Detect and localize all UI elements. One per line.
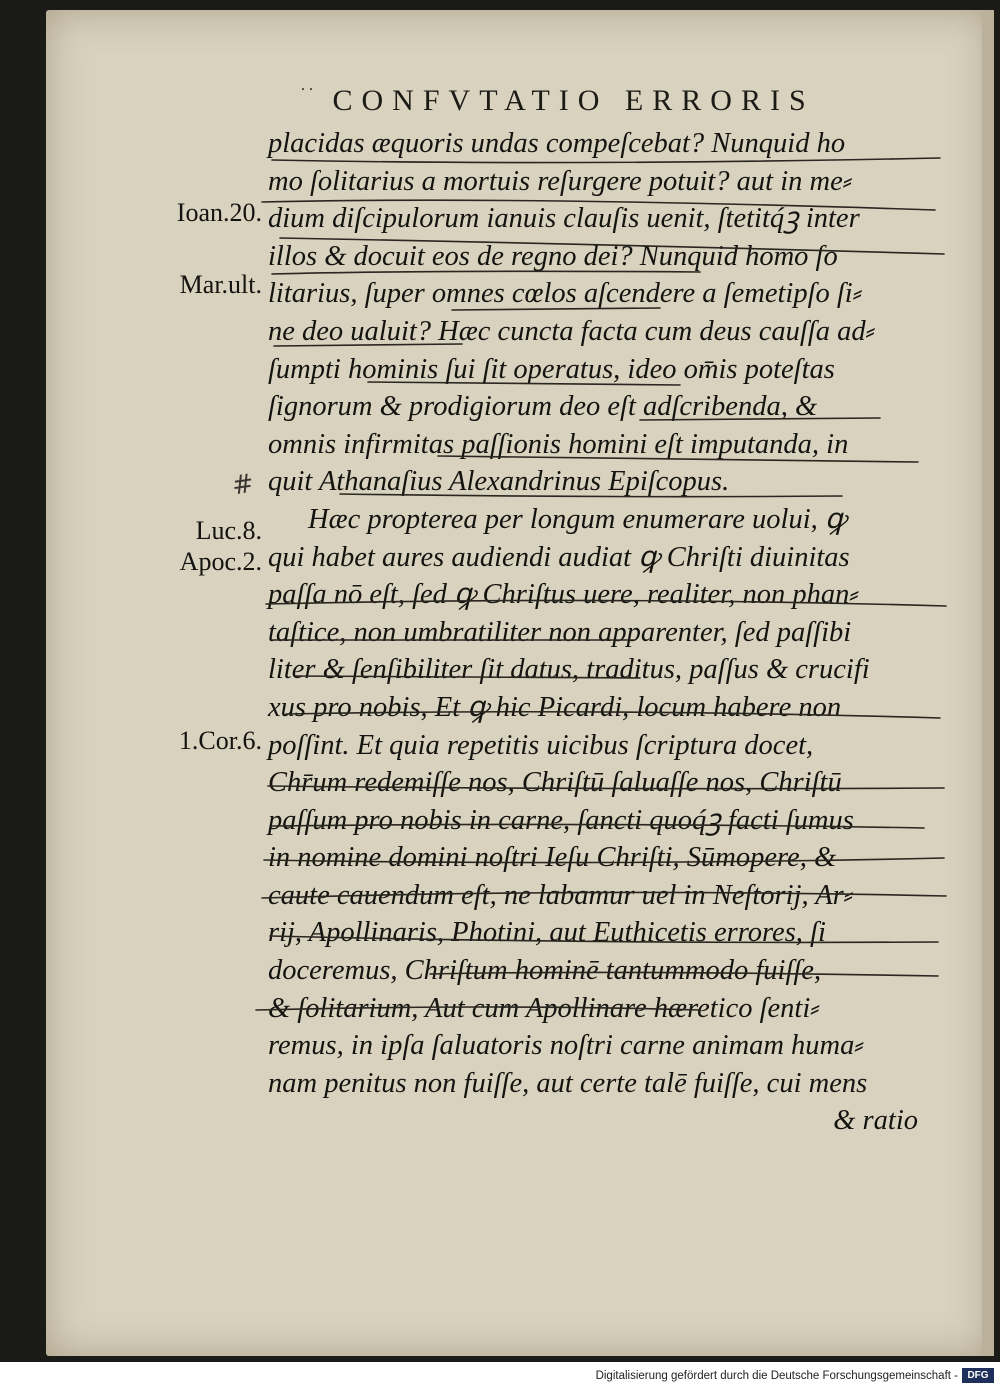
underline [280,238,944,254]
body-line-catchword: & ratio [833,1105,918,1137]
body-line: ſignorum & prodigiorum deo eſt adſcribenda, & [268,391,818,423]
dfg-logo-icon: DFG [962,1368,994,1383]
body-line: Hæc propterea per longum enumerare uolui, ꝙ [308,503,847,535]
underline [270,936,938,942]
underline [296,676,640,678]
body-line: illos & docuit eos de regno dei? Nunquid homo ſo [268,240,838,272]
margin-note-cor: 1.Cor.6. [178,726,262,755]
footer-credit: Digitalisierung gefördert durch die Deutsche Forschungsgemeinschaft - [595,1370,958,1382]
body-line: remus, in ipſa ſaluatoris noſtri carne animam huma⸗ [268,1030,864,1062]
underline [272,158,940,163]
underline [266,600,946,606]
running-head-mark: ˙˙ [300,84,316,104]
underline [268,786,944,789]
handwritten-mark: # [230,468,256,502]
body-line: litarius, ſuper omnes cœlos aſcendere a ſemetipſo ſi⸗ [268,278,863,310]
underline [262,892,946,898]
underline [438,456,918,462]
underline [272,271,700,274]
body-line: placidas æquoris undas compeſcebat? Nunquid ho [268,128,846,159]
body-line: dium diſcipulorum ianuis clauſis uenit, ſtetitq́ꝫ inter [268,203,860,235]
body-line: omnis infirmitas paſſionis homini eſt imputanda, in [268,428,849,460]
margin-note-apoc: Apoc.2. [179,547,262,576]
underline [274,344,462,346]
body-line: Chr̄um redemiſſe nos, Chriſtū ſaluaſſe nos, Chriſtū [268,767,842,799]
underline [286,712,940,718]
underline [340,494,842,497]
body-line: ſumpti hominis ſui ſit operatus, ideo om̄is poteſtas [268,353,835,385]
body-line: doceremus, Chriſtum hominē tantummodo fuiſſe, [268,955,822,987]
margin-note-luc: Luc.8. [195,516,262,545]
body-line: liter & ſenſibiliter ſit datus, traditus, paſſus & crucifi [268,654,870,686]
underline [272,824,924,828]
body-line: in nomine domini noſtri Ieſu Chriſti, Sūmopere, & [268,842,837,874]
body-line: nam penitus non fuiſſe, aut certe talē fuiſſe, cui mens [268,1067,868,1099]
running-head-title: CONFVTATIO ERRORIS [332,84,815,117]
underline [452,308,660,310]
body-line: ne deo ualuit? Hæc cuncta facta cum deus cauſſa ad⸗ [268,315,876,347]
body-line: caute cauendum eſt, ne labamur uel in Neſtorij, Ar⸗ [268,879,854,911]
underline [256,1007,700,1010]
body-line: poſſint. Et quia repetitis uicibus ſcriptura docet, [268,729,814,761]
body-line: paſſum pro nobis in carne, ſancti quoq́ꝫ facti ſumus [268,804,854,836]
underline [264,858,944,863]
body-line: qui habet aures audiendi audiat ꝙ Chriſti diuinitas [268,541,850,573]
underline [368,382,680,385]
body-line: & ſolitarium, Aut cum Apollinare hæretico ſenti⸗ [268,992,820,1024]
margin-note-ioan: Ioan.20. [176,198,262,227]
underline [430,972,938,976]
body-line: xus pro nobis, Et ꝙ hic Picardi, locum habere non [268,691,842,723]
body-line: quit Athanaſius Alexandrinus Epiſcopus. [268,466,730,498]
body-line: rij, Apollinaris, Photini, aut Euthicetis errores, ſi [268,917,826,949]
margin-note-mar: Mar.ult. [179,270,262,299]
underline [262,200,935,210]
body-line: mo ſolitarius a mortuis reſurgere potuit? aut in me⸗ [268,165,853,197]
body-line: paſſa nō eſt, ſed ꝙ Chriſtus uere, realiter, non phan⸗ [268,579,859,611]
underline [640,418,880,420]
body-line: taſtice, non umbratiliter non apparenter, ſed paſſibi [268,616,852,648]
